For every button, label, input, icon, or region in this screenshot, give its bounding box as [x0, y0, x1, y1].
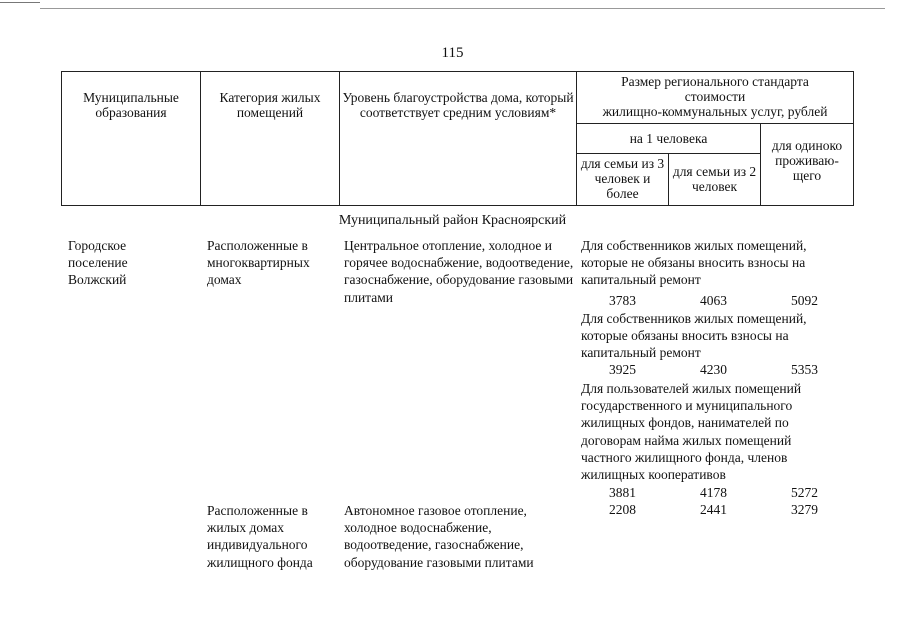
group-label: Для пользователей жилых помещений государственного и муниципального жилищных фондов, нанимателей по договорам найма жилых помещений частного жилищного фонда, членов жилищных кооперативов	[581, 381, 802, 483]
value-family2: 4063	[700, 293, 727, 308]
level-private: Автономное газовое отопление, холодное водоснабжение, водоотведение, газоснабжение, оборудование газовыми плитами	[344, 503, 534, 570]
value-family2: 4230	[700, 362, 727, 377]
group-label: Для собственников жилых помещений, которые не обязаны вносить взносы на капитальный ремонт	[581, 238, 807, 288]
category-apartment: Расположенные в многоквартирных домах	[207, 238, 310, 288]
value-family2: 4178	[700, 485, 727, 500]
value-family2: 2441	[700, 502, 727, 517]
value-family3: 3783	[609, 293, 636, 308]
value-single: 5353	[791, 362, 818, 377]
category-private: Расположенные в жилых домах индивидуального жилищного фонда	[207, 503, 313, 570]
value-single: 5092	[791, 293, 818, 308]
value-family3: 3881	[609, 485, 636, 500]
value-family3: 2208	[609, 502, 636, 517]
value-single: 5272	[791, 485, 818, 500]
value-family3: 3925	[609, 362, 636, 377]
header-family3: для семьи из 3 человек и более	[577, 154, 669, 206]
value-single: 3279	[791, 502, 818, 517]
standard-table-header	[61, 71, 854, 206]
page-number: 115	[441, 45, 464, 61]
level-apartment: Центральное отопление, холодное и горячее водоснабжение, водоотведение, газоснабжение, оборудование газовыми плитами	[344, 238, 574, 305]
header-standard-line3: жилищно-коммунальных услуг, рублей	[602, 104, 828, 119]
group-label: Для собственников жилых помещений, которые обязаны вносить взносы на капитальный ремонт	[581, 311, 807, 361]
section-title: Муниципальный район Красноярский	[338, 213, 567, 228]
header-level: Уровень благоустройства дома, который соответствует средним условиям*	[340, 72, 577, 206]
header-standard-line1: Размер регионального стандарта	[621, 74, 809, 89]
header-single: для одиноко проживаю-щего	[761, 124, 854, 206]
scan-artifact-line	[40, 8, 885, 9]
header-municipality: Муниципальные образования	[62, 72, 201, 206]
header-standard-line2: стоимости	[684, 89, 746, 104]
header-per-person: на 1 человека	[577, 124, 761, 154]
scan-artifact-mark	[0, 2, 40, 3]
header-family2: для семьи из 2 человек	[669, 154, 761, 206]
header-category: Категория жилых помещений	[201, 72, 340, 206]
municipality-name: Городское поселение Волжский	[68, 238, 128, 288]
